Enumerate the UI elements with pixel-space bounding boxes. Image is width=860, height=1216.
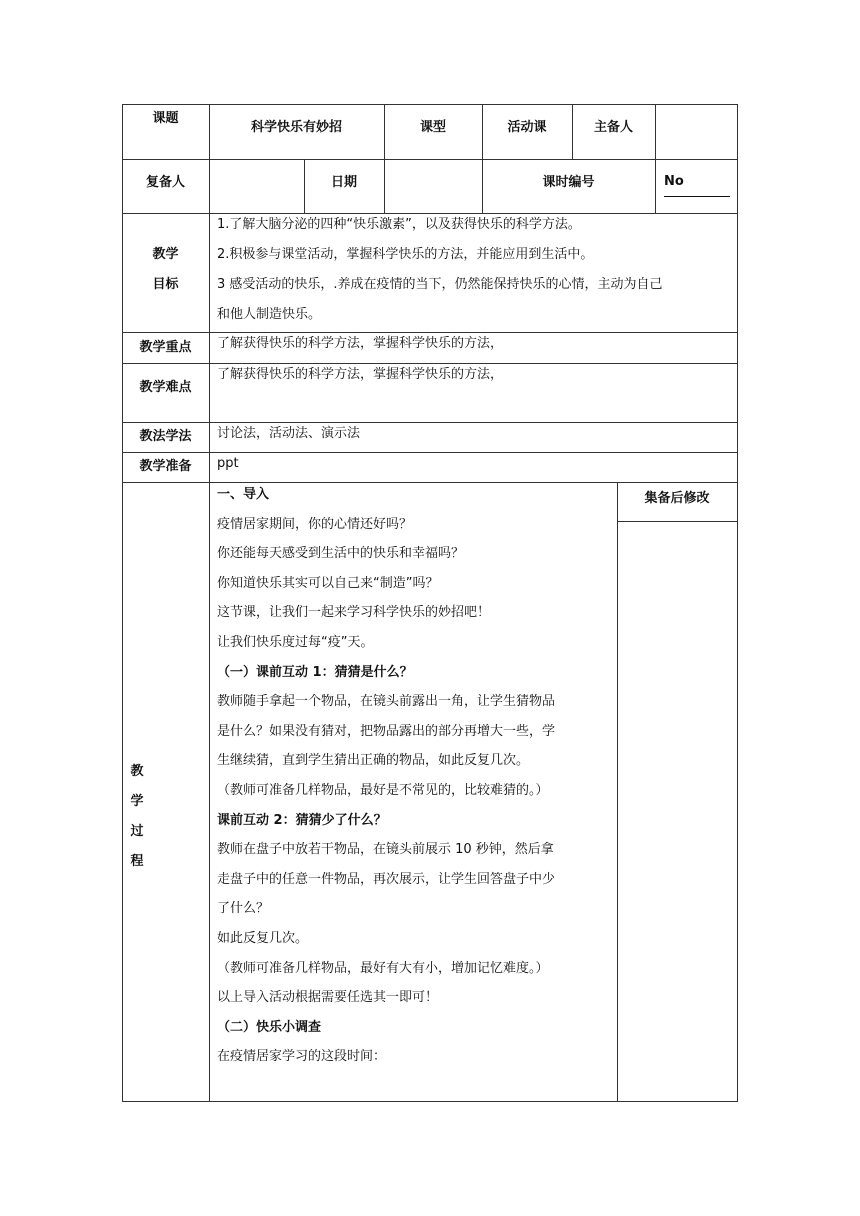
process-line: （教师可准备几样物品，最好是不常见的，比较难猜的。）: [217, 782, 549, 798]
main-preparer-label: 主备人: [593, 120, 633, 135]
objective-item: 3 感受活动的快乐，.养成在疫情的当下，仍然能保持快乐的心情，主动为自己: [217, 277, 663, 292]
process-label-char: 程: [130, 854, 144, 869]
objective-item: 1.了解大脑分泌的四种“快乐激素”，以及获得快乐的科学方法。: [217, 217, 581, 232]
process-line: 你还能每天感受到生活中的快乐和幸福吗？: [217, 546, 465, 562]
process-content: [217, 480, 615, 1072]
process-line: 这节课，让我们一起来学习科学快乐的妙招吧！: [217, 605, 491, 621]
process-line: 生继续猜，直到学生猜出正确的物品，如此反复几次。: [217, 753, 530, 769]
objectives-list: [217, 210, 735, 330]
process-line: 以上导入活动根据需要任选其一即可！: [217, 990, 439, 1006]
process-label-char: 教: [130, 764, 144, 779]
methods-label: 教法学法: [139, 429, 192, 444]
process-line: （二）快乐小调查: [217, 1019, 322, 1035]
date-label: 日期: [330, 175, 357, 190]
process-label-char: 过: [130, 824, 144, 839]
objective-item: 和他人制造快乐。: [217, 307, 322, 322]
revision-header: 集备后修改: [644, 491, 710, 506]
process-line: 你知道快乐其实可以自己来“制造”吗？: [217, 575, 439, 591]
co-preparer-label: 复备人: [145, 175, 185, 190]
process-line: 走盘子中的任意一件物品，再次展示，让学生回答盘子中少: [217, 871, 556, 887]
lesson-number-value: No: [664, 168, 730, 197]
difficulties-value: 了解获得快乐的科学方法，掌握科学快乐的方法，: [217, 367, 504, 382]
process-line: 一、导入: [217, 487, 270, 502]
key-points-value: 了解获得快乐的科学方法，掌握科学快乐的方法，: [217, 336, 504, 351]
process-line: 教师随手拿起一个物品，在镜头前露出一角，让学生猜物品: [217, 694, 556, 710]
difficulties-label: 教学难点: [139, 380, 192, 395]
process-line: 是什么？如果没有猜对，把物品露出的部分再增大一些，学: [217, 723, 556, 739]
objectives-label: [122, 240, 209, 300]
type-label: 课型: [419, 120, 446, 135]
process-line: 课前互动 2：猜猜少了什么？: [217, 812, 387, 828]
lesson-number-label: 课时编号: [542, 175, 595, 190]
process-line: 如此反复几次。: [217, 930, 309, 946]
process-line: 在疫情居家学习的这段时间：: [217, 1049, 387, 1065]
process-line: 教师在盘子中放若干物品，在镜头前展示 10 秒钟，然后拿: [217, 842, 554, 858]
objectives-label-line1: 教学: [152, 247, 179, 262]
process-line: （一）课前互动 1：猜猜是什么？: [217, 664, 413, 680]
process-line: 让我们快乐度过每“疫”天。: [217, 634, 374, 650]
process-label-char: 学: [130, 794, 144, 809]
process-line: 疫情居家期间，你的心情还好吗？: [217, 516, 413, 532]
topic-label: 课题: [152, 111, 179, 126]
process-label: [122, 757, 152, 877]
key-points-label: 教学重点: [139, 340, 192, 355]
objective-item: 2.积极参与课堂活动，掌握科学快乐的方法，并能应用到生活中。: [217, 247, 594, 262]
process-line: （教师可准备几样物品，最好有大有小，增加记忆难度。）: [217, 960, 549, 976]
objectives-label-line2: 目标: [152, 277, 179, 292]
process-line: 了什么？: [217, 901, 270, 917]
preparation-label: 教学准备: [139, 459, 192, 474]
topic-value: 科学快乐有妙招: [250, 120, 342, 135]
methods-value: 讨论法，活动法、演示法: [217, 426, 361, 441]
preparation-value: ppt: [217, 456, 239, 471]
type-value: 活动课: [507, 120, 547, 135]
